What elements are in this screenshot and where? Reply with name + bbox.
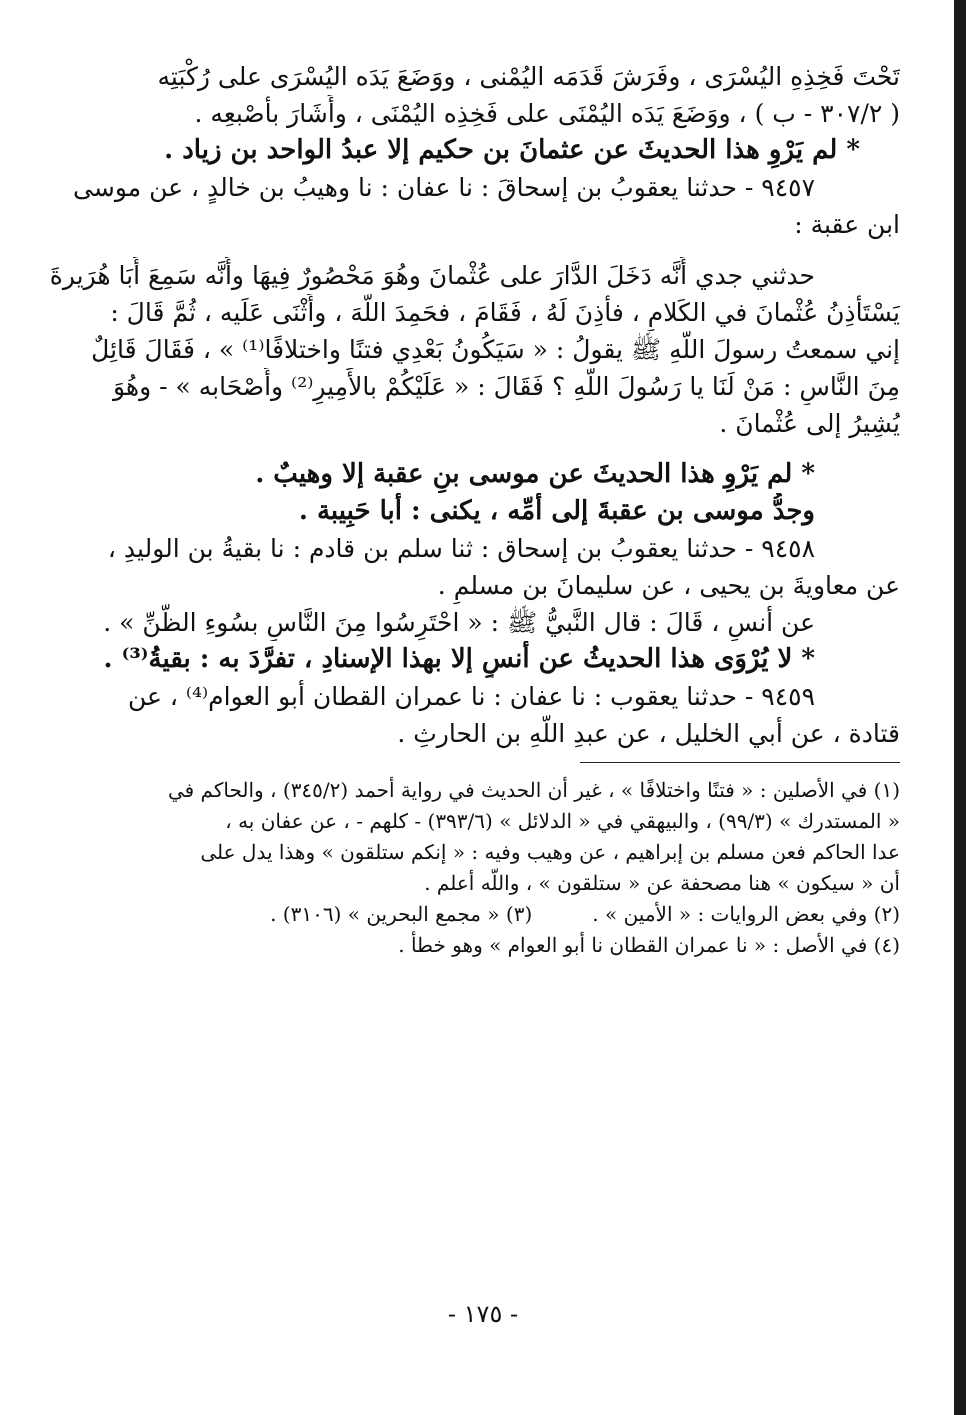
footnote-divider <box>580 762 900 763</box>
footnote-1-cont: « المستدرك » (٩٩/٣) ، والبيهقي في « الدلائل » (٣٩٣/٦) - كلهم - ، عن عفان به ، <box>225 809 900 833</box>
text-line: يَسْتَأْذِنُ عُثْمانَ في الكَلامِ ، فأَذِنَ لَهُ ، فَقَامَ ، فحَمِدَ اللَّهَ ، وأَثْنَى عَلَيه ، ثُمَّ قَالَ : <box>110 298 900 327</box>
text-line: يُشِيرُ إلى عُثْمانَ . <box>719 409 900 438</box>
hadith-9459-heading: ٩٤٥٩ - حدثنا يعقوب : نا عفان : نا عمران القطان أبو العوام⁽⁴⁾ ، عن <box>127 682 815 711</box>
footnote-2: (٢) وفي بعض الروايات : « الأمين » . <box>592 902 900 926</box>
commentary-line: وجدُّ موسى بن عقبةَ إلى أُمِّه ، يكنى : أبا حَبِيبة . <box>298 496 815 526</box>
hadith-9458-heading: ٩٤٥٨ - حدثنا يعقوبُ بن إسحاق : ثنا سلم بن قادم : نا بقيةُ بن الوليدِ ، <box>107 534 815 563</box>
text-line: ابن عقبة : <box>794 210 900 239</box>
text-line: عن معاويةَ بن يحيى ، عن سليمانَ بن مسلمٍ . <box>437 571 900 600</box>
page-body <box>40 58 900 961</box>
footnote-1: (١) في الأصلين : « فتنًا واختلافًا » ، غير أن الحديث في رواية أحمد (٣٤٥/٢) ، والحاكم في <box>167 778 900 802</box>
footnote-1-cont: عدا الحاكم فعن مسلم بن إبراهيم ، عن وهيب وفيه : « إنكم ستلقون » وهذا يدل على <box>200 840 900 864</box>
text-line: مِنَ النَّاسِ : مَنْ لَنَا يا رَسُولَ اللَّهِ ؟ فَقَالَ : « عَلَيْكُمْ بالأَمِيرِ⁽²⁾ وأَصْحَابه » - وهُوَ <box>112 372 900 401</box>
text-line: حدثني جدي أَنَّه دَخَلَ الدَّارَ على عُثْمانَ وهُوَ مَحْصُورٌ فِيهَا وأَنَّه سَمِعَ أَبَا هُرَيرةَ <box>49 261 815 290</box>
scan-edge <box>954 0 966 1415</box>
text-line: ( ٣٠٧/٢ - ب ) ، ووَضَعَ يَدَه اليُمْنَى على فَخِذِه اليُمْنَى ، وأَشَارَ بأَصْبعِه . <box>194 99 900 128</box>
hadith-9457-heading: ٩٤٥٧ - حدثنا يعقوبُ بن إسحاقَ : نا عفان : نا وهيبُ بن خالدٍ ، عن موسى <box>73 173 815 202</box>
footnote-3: (٣) « مجمع البحرين » (٣١٠٦) . <box>270 902 533 926</box>
text-line: تَحْتَ فَخِذِهِ اليُسْرَى ، وفَرَشَ قَدَمَه اليُمْنى ، ووَضَعَ يَدَه اليُسْرَى على رُكْبَتِه <box>157 62 900 91</box>
footnotes <box>40 775 900 961</box>
commentary-line: * لم يَرْوِ هذا الحديثَ عن عثمانَ بن حكيم إلا عبدُ الواحد بن زياد . <box>164 135 860 165</box>
commentary-line: * لم يَرْوِ هذا الحديثَ عن موسى بنِ عقبة إلا وهيبٌ . <box>255 459 815 489</box>
page-number: - ١٧٥ - <box>447 1300 519 1328</box>
text-line: قتادة ، عن أبي الخليل ، عن عبدِ اللَّهِ بن الحارثِ . <box>397 719 900 748</box>
text-line: عن أنسٍ ، قَالَ : قال النَّبيُّ ﷺ : « احْتَرِسُوا مِنَ النَّاسِ بسُوءِ الظَّنِّ » . <box>103 608 815 637</box>
footnote-1-cont: أن « سيكون » هنا مصحفة عن « ستلقون » ، واللَّه أعلم . <box>424 871 900 895</box>
footnote-4: (٤) في الأصل : « نا عمران القطان نا أبو العوام » وهو خطأ . <box>398 933 900 957</box>
commentary-line: * لا يُرْوَى هذا الحديثُ عن أنسٍ إلا بهذا الإسنادِ ، تفرَّدَ به : بقيةُ⁽³⁾ . <box>103 644 815 674</box>
text-line: إني سمعتُ رسولَ اللَّهِ ﷺ يقولُ : « سَيَكُونُ بَعْدِي فتنًا واختلافًا⁽¹⁾ » ، فَقَالَ قَائِلٌ <box>91 335 900 364</box>
